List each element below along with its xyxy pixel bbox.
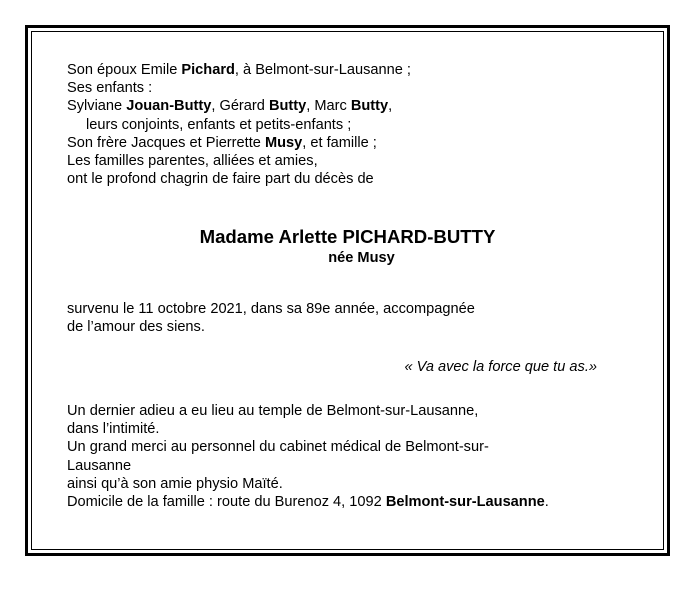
family-list — [67, 61, 627, 188]
address-line — [67, 493, 549, 511]
text: Sylviane — [67, 98, 127, 115]
text: . — [544, 494, 549, 511]
children-line — [67, 97, 627, 115]
deceased-name: Madame Arlette PICHARD-BUTTY — [199, 226, 496, 247]
surname: Butty — [350, 98, 389, 115]
intimacy-line: dans l’intimité. — [67, 421, 160, 438]
surname: Pichard — [181, 62, 235, 78]
relatives-line: Les familles parentes, alliées et amies, — [67, 153, 318, 170]
death-line-1: survenu le 11 octobre 2021, dans sa 89e année, accompagnée — [67, 301, 475, 317]
thanks-line: Un grand merci au personnel du cabinet médical de Belmont-sur- — [67, 439, 489, 456]
text: , — [388, 98, 393, 115]
surname: Butty — [268, 98, 307, 115]
text: , et famille ; — [302, 134, 377, 151]
death-details — [67, 300, 475, 336]
surname: Jouan-Butty — [126, 98, 212, 115]
text: Domicile de la famille : route du Burenoz 4, 1092 — [67, 494, 386, 511]
spouse-line — [67, 61, 627, 79]
maiden-name: née Musy — [328, 250, 395, 266]
quote: « Va avec la force que tu as.» — [404, 359, 597, 375]
children-heading: Ses enfants : — [67, 80, 153, 97]
farewell-line: Un dernier adieu a eu lieu au temple de Belmont-sur-Lausanne, — [67, 403, 479, 419]
death-line-2: de l’amour des siens. — [67, 319, 205, 336]
text: Son époux Emile — [67, 62, 182, 78]
text: , Gérard — [211, 98, 269, 115]
grandchildren-line: leurs conjoints, enfants et petits-enfants ; — [86, 116, 352, 133]
sibling-line — [67, 134, 627, 152]
text: , à Belmont-sur-Lausanne ; — [234, 62, 411, 78]
town: Belmont-sur-Lausanne — [385, 494, 545, 511]
announcement-line: ont le profond chagrin de faire part du décès de — [67, 171, 374, 188]
friend-line: ainsi qu’à son amie physio Maïté. — [67, 475, 283, 492]
closing-details — [67, 402, 549, 511]
surname: Musy — [264, 134, 303, 151]
thanks-line-cont: Lausanne — [67, 457, 132, 474]
text: Son frère Jacques et Pierrette — [67, 134, 265, 151]
text: , Marc — [306, 98, 351, 115]
